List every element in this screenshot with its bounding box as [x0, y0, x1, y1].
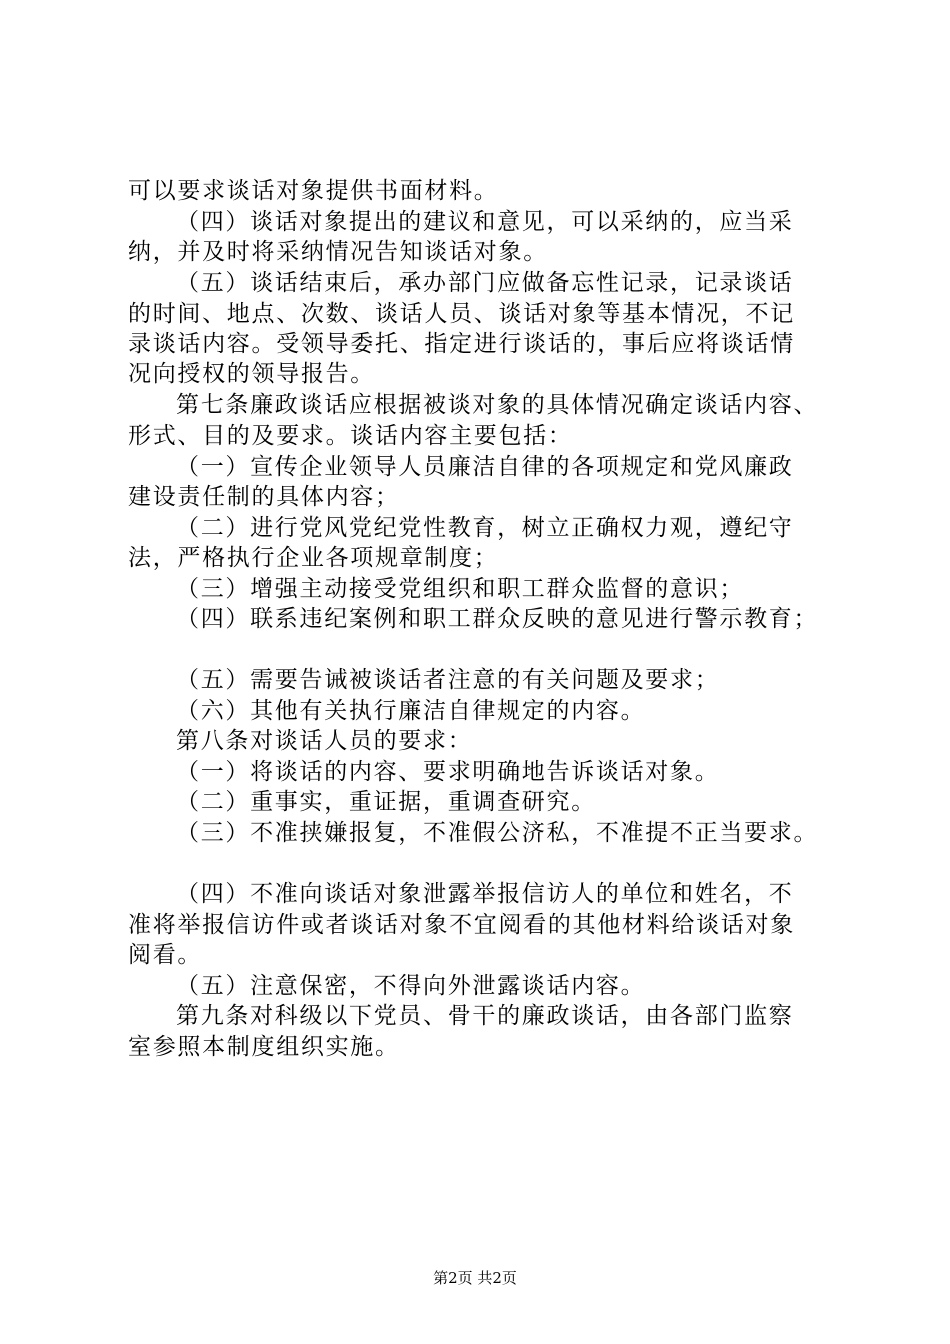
- text-line: 法，严格执行企业各项规章制度；: [128, 545, 499, 571]
- text-line: 准将举报信访件或者谈话对象不宜阅看的其他材料给谈话对象: [128, 912, 795, 938]
- text-line: 形式、目的及要求。谈话内容主要包括：: [128, 423, 573, 449]
- text-line: （四）不准向谈话对象泄露举报信访人的单位和姓名，不: [176, 881, 794, 907]
- text-line: （二）进行党风党纪党性教育，树立正确权力观，遵纪守: [176, 515, 794, 541]
- text-line: （一）宣传企业领导人员廉洁自律的各项规定和党风廉政: [176, 454, 794, 480]
- text-line: 第九条对科级以下党员、骨干的廉政谈话，由各部门监察: [176, 1003, 794, 1029]
- text-line: 的时间、地点、次数、谈话人员、谈话对象等基本情况，不记: [128, 301, 795, 327]
- text-line: 第七条廉政谈话应根据被谈对象的具体情况确定谈话内容、: [176, 392, 819, 418]
- text-line: 建设责任制的具体内容；: [128, 484, 400, 510]
- text-line: 况向授权的领导报告。: [128, 361, 375, 387]
- text-line: （四）谈话对象提出的建议和意见，可以采纳的，应当采: [176, 209, 794, 235]
- text-line: （二）重事实，重证据，重调查研究。: [176, 789, 596, 815]
- text-line: （四）联系违纪案例和职工群众反映的意见进行警示教育；: [176, 606, 819, 632]
- page-footer: 第2页 共2页: [433, 1269, 517, 1287]
- text-line: 第八条对谈话人员的要求：: [176, 728, 473, 754]
- text-line: （一）将谈话的内容、要求明确地告诉谈话对象。: [176, 759, 720, 785]
- text-line: （六）其他有关执行廉洁自律规定的内容。: [176, 698, 646, 724]
- text-line: （三）不准挟嫌报复，不准假公济私，不准提不正当要求。: [176, 820, 819, 846]
- text-line: 阅看。: [128, 942, 203, 968]
- text-line: （五）注意保密，不得向外泄露谈话内容。: [176, 973, 646, 999]
- text-line: 可以要求谈话对象提供书面材料。: [128, 178, 499, 204]
- text-line: （五）谈话结束后，承办部门应做备忘性记录，记录谈话: [176, 270, 794, 296]
- text-line: 纳，并及时将采纳情况告知谈话对象。: [128, 239, 548, 265]
- text-line: 室参照本制度组织实施。: [128, 1034, 400, 1060]
- text-line: （五）需要告诫被谈话者注意的有关问题及要求；: [176, 667, 720, 693]
- text-line: （三）增强主动接受党组织和职工群众监督的意识；: [176, 576, 745, 602]
- text-line: 录谈话内容。受领导委托、指定进行谈话的，事后应将谈话情: [128, 331, 795, 357]
